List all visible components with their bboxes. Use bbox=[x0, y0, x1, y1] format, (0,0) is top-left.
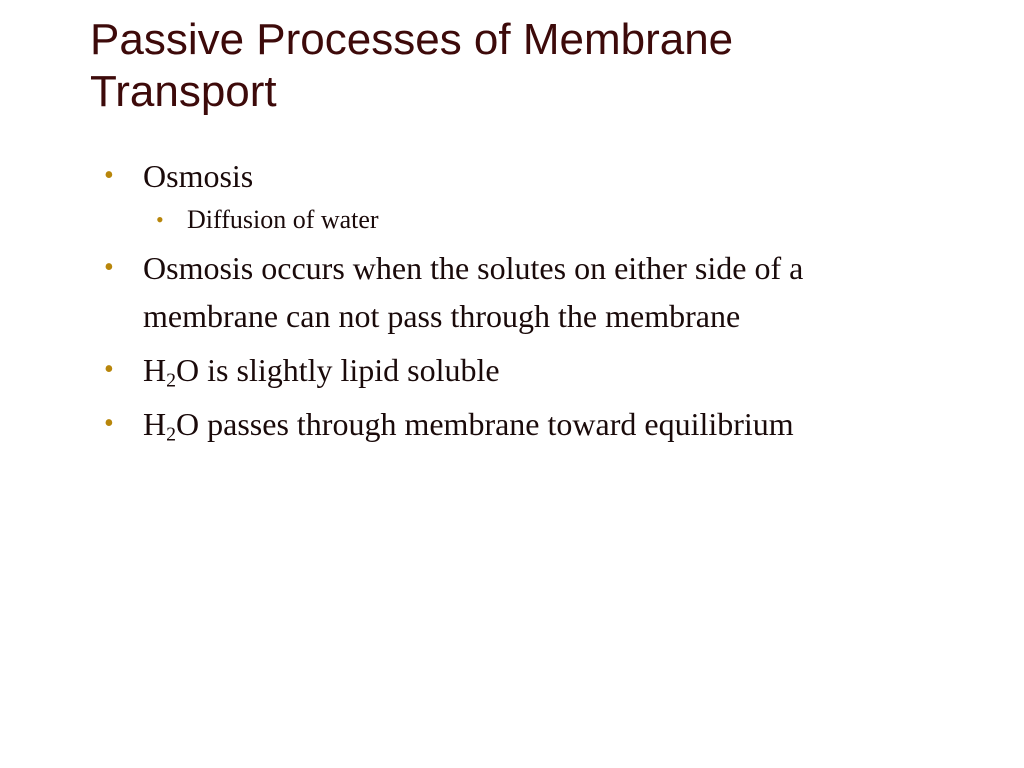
bullet-text: Osmosis occurs when the solutes on either side of a membrane can not pass through the membrane bbox=[143, 250, 804, 334]
bullet-dot: • bbox=[104, 354, 114, 385]
bullet-item-osmosis-occurs bbox=[100, 244, 920, 340]
subscript-2: 2 bbox=[166, 423, 177, 446]
bullet-text-prefix: H bbox=[143, 352, 167, 388]
bullet-text-suffix: O is slightly lipid soluble bbox=[176, 352, 500, 388]
bullet-dot: • bbox=[104, 160, 114, 191]
slide-title bbox=[90, 14, 950, 118]
bullet-item-osmosis bbox=[100, 152, 920, 200]
bullet-text: Osmosis bbox=[143, 158, 254, 194]
bullet-text-prefix: H bbox=[143, 406, 167, 442]
slide-title-line2: Transport bbox=[90, 67, 277, 116]
sub-bullet-dot: • bbox=[156, 207, 164, 232]
bullet-item-h2o-equilibrium bbox=[100, 400, 920, 448]
bullet-list bbox=[100, 152, 920, 454]
slide-title-line1: Passive Processes of Membrane bbox=[90, 15, 734, 64]
bullet-text-suffix: O passes through membrane toward equilibrium bbox=[176, 406, 794, 442]
bullet-dot: • bbox=[104, 408, 114, 439]
sub-bullet-item-diffusion bbox=[100, 202, 920, 238]
bullet-item-h2o-lipid bbox=[100, 346, 920, 394]
sub-bullet-text: Diffusion of water bbox=[187, 205, 379, 234]
subscript-2: 2 bbox=[166, 369, 177, 392]
bullet-dot: • bbox=[104, 252, 114, 283]
